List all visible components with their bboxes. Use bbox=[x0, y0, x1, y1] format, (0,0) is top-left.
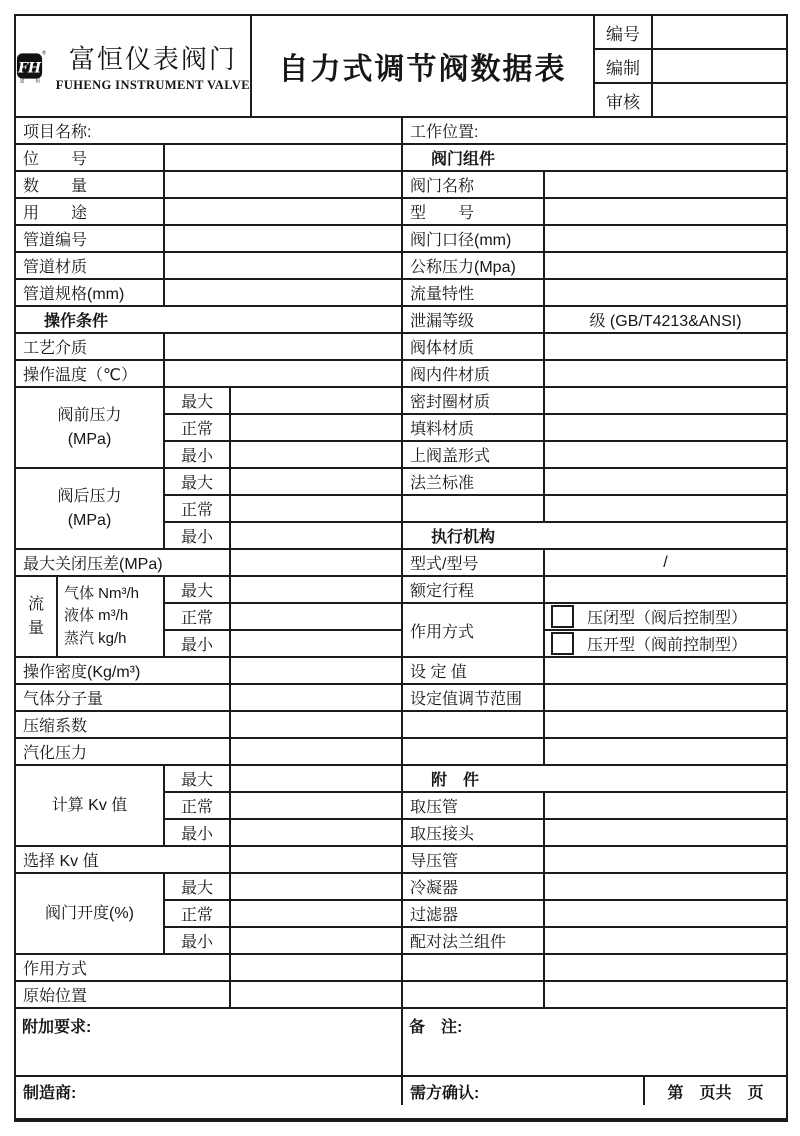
vapor-pressure-value bbox=[230, 738, 402, 765]
outlet-pressure-title: 阀后压力 bbox=[57, 488, 122, 506]
title-cell bbox=[252, 16, 595, 116]
flange-standard-label: 法兰标准 bbox=[402, 468, 544, 495]
section-valve-assembly: 阀门组件 bbox=[402, 144, 786, 171]
valve-opening-normal-value bbox=[230, 900, 402, 927]
outlet-pressure-label bbox=[16, 468, 164, 549]
valve-size-value bbox=[544, 225, 786, 252]
fuheng-logo-icon bbox=[16, 31, 47, 101]
pipe-spec-label: 管道规格(mm) bbox=[16, 279, 164, 306]
valve-opening-label: 阀门开度(%) bbox=[16, 873, 164, 954]
blank-value bbox=[544, 954, 786, 981]
outlet-pressure-normal-value bbox=[230, 495, 402, 522]
gas-mol-weight-value bbox=[230, 684, 402, 711]
seal-ring-material-label: 密封圈材质 bbox=[402, 387, 544, 414]
page-note: 第 页共 页 bbox=[644, 1076, 786, 1105]
flow-max-label: 最大 bbox=[164, 576, 230, 603]
calc-kv-label: 计算 Kv 值 bbox=[16, 765, 164, 846]
pressure-tap-pipe-label: 取压管 bbox=[402, 792, 544, 819]
rated-stroke-label: 额定行程 bbox=[402, 576, 544, 603]
flow-units bbox=[57, 576, 164, 657]
table-row bbox=[16, 279, 786, 306]
process-medium-value bbox=[164, 333, 402, 360]
meta-block bbox=[595, 16, 786, 116]
inlet-pressure-unit: (MPa) bbox=[67, 430, 112, 448]
compressibility-label: 压缩系数 bbox=[16, 711, 230, 738]
page-title: 自力式调节阀数据表 bbox=[278, 53, 567, 86]
density-value bbox=[230, 657, 402, 684]
logo-cell bbox=[16, 16, 252, 116]
valve-name-label: 阀门名称 bbox=[402, 171, 544, 198]
max-shutoff-dp-label: 最大关闭压差(MPa) bbox=[16, 549, 230, 576]
table-row bbox=[16, 118, 786, 144]
table-row bbox=[16, 252, 786, 279]
meta-number-value bbox=[653, 16, 786, 48]
section-actuator: 执行机构 bbox=[402, 522, 786, 549]
meta-number-label: 编号 bbox=[595, 16, 653, 48]
flow-characteristic-value bbox=[544, 279, 786, 306]
flow-normal-label: 正常 bbox=[164, 603, 230, 630]
checkbox-pressure-open bbox=[551, 632, 574, 655]
pipe-material-label: 管道材质 bbox=[16, 252, 164, 279]
calc-kv-normal-label: 正常 bbox=[164, 792, 230, 819]
packing-material-value bbox=[544, 414, 786, 441]
blank-label bbox=[402, 495, 544, 522]
blank-label bbox=[402, 711, 544, 738]
buyer-confirmation-label: 需方确认: bbox=[402, 1076, 644, 1105]
blank-value bbox=[544, 738, 786, 765]
flow-unit-liquid: 液体 m³/h bbox=[64, 607, 129, 625]
brand-name-cn: 富恒仪表阀门 bbox=[68, 45, 237, 75]
datasheet-page bbox=[14, 14, 788, 1122]
set-value-range-label: 设定值调节范围 bbox=[402, 684, 544, 711]
outlet-pressure-unit: (MPa) bbox=[67, 511, 112, 529]
inlet-pressure-min-label: 最小 bbox=[164, 441, 230, 468]
header bbox=[16, 16, 786, 118]
work-position-label: 工作位置: bbox=[402, 118, 786, 144]
table-row bbox=[16, 144, 786, 171]
flow-min-label: 最小 bbox=[164, 630, 230, 657]
leakage-class-label: 泄漏等级 bbox=[402, 306, 544, 333]
action-mode-left-label: 作用方式 bbox=[16, 954, 230, 981]
valve-opening-min-label: 最小 bbox=[164, 927, 230, 954]
calc-kv-max-value bbox=[230, 765, 402, 792]
original-position-value bbox=[230, 981, 402, 1008]
datasheet-table bbox=[16, 118, 786, 1105]
table-row bbox=[16, 360, 786, 387]
flange-standard-value bbox=[544, 468, 786, 495]
section-operating-conditions: 操作条件 bbox=[16, 306, 402, 333]
valve-opening-max-label: 最大 bbox=[164, 873, 230, 900]
registered-mark: ® bbox=[42, 50, 46, 57]
bonnet-type-label: 上阀盖形式 bbox=[402, 441, 544, 468]
bonnet-type-value bbox=[544, 441, 786, 468]
calc-kv-min-value bbox=[230, 819, 402, 846]
inlet-pressure-title: 阀前压力 bbox=[57, 407, 122, 425]
calc-kv-max-label: 最大 bbox=[164, 765, 230, 792]
table-row bbox=[16, 873, 786, 900]
table-row bbox=[16, 765, 786, 792]
mating-flange-kit-label: 配对法兰组件 bbox=[402, 927, 544, 954]
outlet-pressure-max-label: 最大 bbox=[164, 468, 230, 495]
meta-auditor-value bbox=[653, 84, 786, 116]
section-accessories: 附 件 bbox=[402, 765, 786, 792]
table-row bbox=[16, 225, 786, 252]
compressibility-value bbox=[230, 711, 402, 738]
type-model-value: / bbox=[544, 549, 786, 576]
action-mode-left-value bbox=[230, 954, 402, 981]
meta-compiler-value bbox=[653, 50, 786, 82]
flow-unit-gas: 气体 Nm³/h bbox=[64, 584, 140, 602]
outlet-pressure-normal-label: 正常 bbox=[164, 495, 230, 522]
table-row bbox=[16, 333, 786, 360]
model-value bbox=[544, 198, 786, 225]
table-row bbox=[16, 1076, 786, 1105]
model-label: 型 号 bbox=[402, 198, 544, 225]
pressure-tap-joint-label: 取压接头 bbox=[402, 819, 544, 846]
valve-name-value bbox=[544, 171, 786, 198]
table-row bbox=[16, 549, 786, 576]
blank-value bbox=[544, 981, 786, 1008]
inlet-pressure-normal-value bbox=[230, 414, 402, 441]
meta-compiler-label: 编制 bbox=[595, 50, 653, 82]
flow-label: 流量 bbox=[16, 576, 57, 657]
impulse-pipe-value bbox=[544, 846, 786, 873]
option-pressure-close-label: 压闭型（阀后控制型） bbox=[587, 610, 748, 627]
nominal-pressure-value bbox=[544, 252, 786, 279]
valve-size-label: 阀门口径(mm) bbox=[402, 225, 544, 252]
pressure-tap-pipe-value bbox=[544, 792, 786, 819]
table-row bbox=[16, 1008, 786, 1076]
brand-text bbox=[56, 39, 250, 93]
set-value-label: 设 定 值 bbox=[402, 657, 544, 684]
calc-kv-min-label: 最小 bbox=[164, 819, 230, 846]
valve-opening-normal-label: 正常 bbox=[164, 900, 230, 927]
table-row bbox=[16, 657, 786, 684]
gas-mol-weight-label: 气体分子量 bbox=[16, 684, 230, 711]
action-mode-option-close bbox=[544, 603, 786, 630]
flow-normal-value bbox=[230, 603, 402, 630]
action-mode-option-open bbox=[544, 630, 786, 657]
flow-characteristic-label: 流量特性 bbox=[402, 279, 544, 306]
density-label: 操作密度(Kg/m³) bbox=[16, 657, 230, 684]
filter-value bbox=[544, 900, 786, 927]
inlet-pressure-min-value bbox=[230, 441, 402, 468]
quantity-label: 数 量 bbox=[16, 171, 164, 198]
body-material-label: 阀体材质 bbox=[402, 333, 544, 360]
table-row bbox=[16, 711, 786, 738]
filter-label: 过滤器 bbox=[402, 900, 544, 927]
project-name-label: 项目名称: bbox=[16, 118, 402, 144]
meta-row-number bbox=[595, 16, 786, 50]
operating-temp-value bbox=[164, 360, 402, 387]
impulse-pipe-label: 导压管 bbox=[402, 846, 544, 873]
body-material-value bbox=[544, 333, 786, 360]
trim-material-value bbox=[544, 360, 786, 387]
brand-name-en: FUHENG INSTRUMENT VALVE bbox=[55, 78, 250, 92]
seal-ring-material-value bbox=[544, 387, 786, 414]
vapor-pressure-label: 汽化压力 bbox=[16, 738, 230, 765]
flow-max-value bbox=[230, 576, 402, 603]
purpose-label: 用 途 bbox=[16, 198, 164, 225]
outlet-pressure-min-value bbox=[230, 522, 402, 549]
table-row bbox=[16, 954, 786, 981]
original-position-label: 原始位置 bbox=[16, 981, 230, 1008]
blank-value bbox=[544, 711, 786, 738]
meta-row-auditor bbox=[595, 84, 786, 116]
valve-opening-min-value bbox=[230, 927, 402, 954]
flow-min-value bbox=[230, 630, 402, 657]
table-row bbox=[16, 738, 786, 765]
meta-row-compiler bbox=[595, 50, 786, 84]
inlet-pressure-label bbox=[16, 387, 164, 468]
table-row bbox=[16, 846, 786, 873]
pipe-no-value bbox=[164, 225, 402, 252]
rated-stroke-value bbox=[544, 576, 786, 603]
blank-label bbox=[402, 981, 544, 1008]
tag-no-label: 位 号 bbox=[16, 144, 164, 171]
table-row bbox=[16, 198, 786, 225]
inlet-pressure-max-label: 最大 bbox=[164, 387, 230, 414]
process-medium-label: 工艺介质 bbox=[16, 333, 164, 360]
blank-label bbox=[402, 954, 544, 981]
checkbox-pressure-close bbox=[551, 605, 574, 628]
purpose-value bbox=[164, 198, 402, 225]
pipe-no-label: 管道编号 bbox=[16, 225, 164, 252]
pipe-spec-value bbox=[164, 279, 402, 306]
inlet-pressure-max-value bbox=[230, 387, 402, 414]
remarks-label: 备 注: bbox=[402, 1008, 786, 1076]
type-model-label: 型式/型号 bbox=[402, 549, 544, 576]
pipe-material-value bbox=[164, 252, 402, 279]
inlet-pressure-normal-label: 正常 bbox=[164, 414, 230, 441]
mating-flange-kit-value bbox=[544, 927, 786, 954]
option-pressure-open-label: 压开型（阀前控制型） bbox=[587, 637, 748, 654]
table-row bbox=[16, 306, 786, 333]
operating-temp-label: 操作温度（℃） bbox=[16, 360, 164, 387]
pressure-tap-joint-value bbox=[544, 819, 786, 846]
meta-auditor-label: 审核 bbox=[595, 84, 653, 116]
packing-material-label: 填料材质 bbox=[402, 414, 544, 441]
select-kv-label: 选择 Kv 值 bbox=[16, 846, 230, 873]
table-row bbox=[16, 468, 786, 495]
table-row bbox=[16, 684, 786, 711]
blank-value bbox=[544, 495, 786, 522]
nominal-pressure-label: 公称压力(Mpa) bbox=[402, 252, 544, 279]
quantity-value bbox=[164, 171, 402, 198]
flow-unit-steam: 蒸汽 kg/h bbox=[64, 629, 127, 647]
max-shutoff-dp-value bbox=[230, 549, 402, 576]
valve-opening-max-value bbox=[230, 873, 402, 900]
logo-seal-left: 富 bbox=[19, 78, 25, 84]
outlet-pressure-max-value bbox=[230, 468, 402, 495]
action-mode-label: 作用方式 bbox=[402, 603, 544, 657]
manufacturer-label: 制造商: bbox=[16, 1076, 402, 1105]
tag-no-value bbox=[164, 144, 402, 171]
table-row bbox=[16, 171, 786, 198]
condenser-label: 冷凝器 bbox=[402, 873, 544, 900]
trim-material-label: 阀内件材质 bbox=[402, 360, 544, 387]
logo-monogram: FH bbox=[17, 60, 42, 77]
blank-label bbox=[402, 738, 544, 765]
table-row bbox=[16, 387, 786, 414]
leakage-class-value: 级 (GB/T4213&ANSI) bbox=[544, 306, 786, 333]
set-value-value bbox=[544, 657, 786, 684]
logo-seal-right: 恒 bbox=[35, 78, 41, 84]
additional-requirements-label: 附加要求: bbox=[16, 1008, 402, 1076]
outlet-pressure-min-label: 最小 bbox=[164, 522, 230, 549]
table-row bbox=[16, 576, 786, 603]
calc-kv-normal-value bbox=[230, 792, 402, 819]
set-value-range-value bbox=[544, 684, 786, 711]
select-kv-value bbox=[230, 846, 402, 873]
table-row bbox=[16, 981, 786, 1008]
condenser-value bbox=[544, 873, 786, 900]
